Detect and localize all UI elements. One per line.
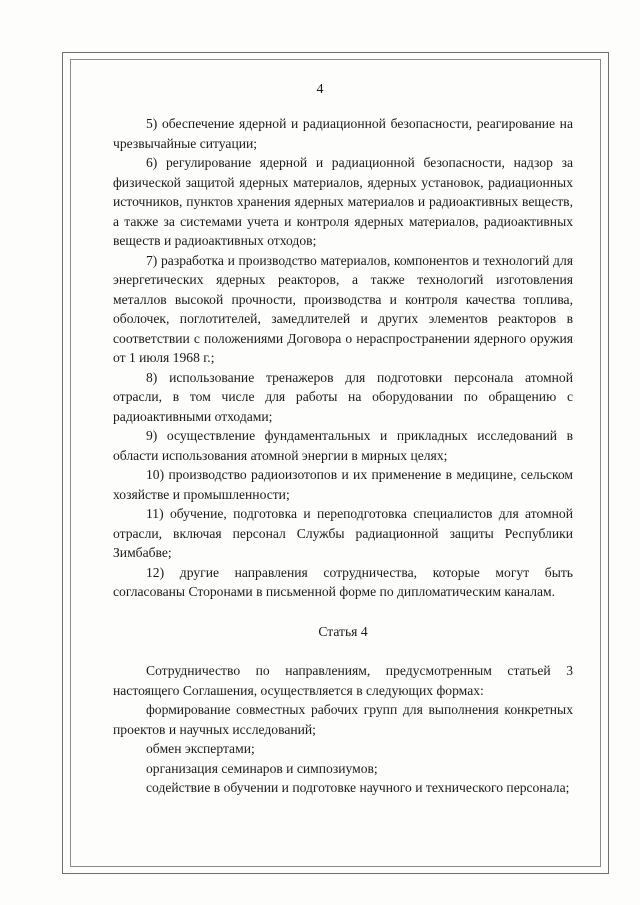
list-item-6: 6) регулирование ядерной и радиационной безопасности, надзор за физической защитой ядерных материалов, ядерных установок, радиационных источников, пунктов хранения ядерных материалов и радиоактивных веществ, а также за системами учета и контроля ядерных материалов, радиоактивных веществ и радиоактивных отходов; <box>113 155 573 248</box>
page-number: 4 <box>316 82 324 97</box>
list-item-7: 7) разработка и производство материалов, компонентов и технологий для энергетических ядерных реакторов, а также технологий изготовления металлов высокой прочности, производства и контроля качества топлива, оболочек, поглотителей, замедлителей и других элементов реакторов в соответствии с положениями Договора о нераспространении ядерного оружия от 1 июля 1968 г.; <box>113 252 573 365</box>
article-heading: Статья 4 <box>318 623 368 639</box>
form-item-expert-exchange: обмен экспертами; <box>146 741 255 756</box>
list-item-12: 12) другие направления сотрудничества, которые могут быть согласованы Сторонами в письменной форме по дипломатическим каналам. <box>113 564 573 599</box>
form-item-working-groups: формирование совместных рабочих групп для выполнения конкретных проектов и научных исследований; <box>113 702 573 737</box>
list-item-10: 10) производство радиоизотопов и их применение в медицине, сельском хозяйстве и промышленности; <box>113 467 573 502</box>
list-item-8: 8) использование тренажеров для подготовки персонала атомной отрасли, в том числе для работы на оборудовании по обращению с радиоактивными отходами; <box>113 369 573 424</box>
list-item-11: 11) обучение, подготовка и переподготовка специалистов для атомной отрасли, включая персонал Службы радиационной защиты Республики Зимбабве; <box>113 506 573 560</box>
form-item-seminars: организация семинаров и симпозиумов; <box>146 760 378 776</box>
list-item-9: 9) осуществление фундаментальных и прикладных исследований в области использования атомной энергии в мирных целях; <box>113 428 573 463</box>
list-item-5: 5) обеспечение ядерной и радиационной безопасности, реагирование на чрезвычайные ситуации; <box>113 116 573 151</box>
article-intro-paragraph: Сотрудничество по направлениям, предусмотренным статьей 3 настоящего Соглашения, осуществляется в следующих формах: <box>113 663 573 698</box>
document-body <box>113 114 573 798</box>
form-item-training: содействие в обучении и подготовке научного и технического персонала; <box>146 780 570 795</box>
